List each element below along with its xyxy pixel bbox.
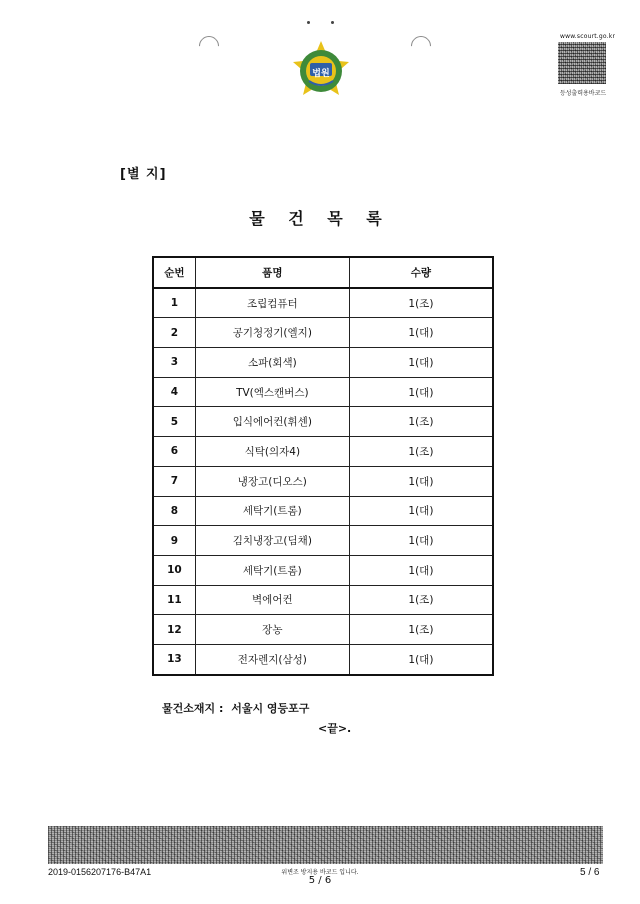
row-name: 세탁기(트롬) [195, 555, 349, 585]
property-location [162, 700, 313, 716]
location-label: 물건소재지 : [162, 702, 224, 715]
row-qty: 1(대) [349, 496, 493, 526]
table-row [153, 644, 493, 674]
qr-url-text: www.scourt.go.kr [560, 33, 616, 40]
row-no: 7 [153, 466, 195, 496]
row-no: 11 [153, 585, 195, 615]
row-qty: 1(조) [349, 437, 493, 467]
court-seal-logo [290, 40, 352, 102]
row-no: 6 [153, 437, 195, 467]
row-name: 장농 [195, 615, 349, 645]
row-name: 전자렌지(삼성) [195, 644, 349, 674]
row-no: 9 [153, 526, 195, 556]
location-value: 서울시 영등포구 [231, 702, 310, 715]
document-number: 2019-0156207176-B47A1 [48, 867, 152, 877]
table-row [153, 466, 493, 496]
row-qty: 1(대) [349, 377, 493, 407]
document-title: 물 건 목 록 [249, 209, 391, 228]
table-header-row [153, 257, 493, 288]
page-number-right: 5 / 6 [580, 867, 600, 878]
row-qty: 1(대) [349, 318, 493, 348]
row-qty: 1(대) [349, 555, 493, 585]
svg-text:법원: 법원 [312, 69, 330, 79]
row-qty: 1(대) [349, 348, 493, 378]
row-no: 12 [153, 615, 195, 645]
row-no: 1 [153, 288, 195, 318]
row-qty: 1(대) [349, 466, 493, 496]
table-row [153, 496, 493, 526]
row-name: 식탁(의자4) [195, 437, 349, 467]
table-row [153, 585, 493, 615]
anti-forgery-barcode-strip [48, 826, 603, 864]
row-no: 4 [153, 377, 195, 407]
row-qty: 1(조) [349, 585, 493, 615]
table-row [153, 288, 493, 318]
row-name: 세탁기(트롬) [195, 496, 349, 526]
table-row [153, 555, 493, 585]
scan-dot [307, 21, 310, 24]
row-no: 8 [153, 496, 195, 526]
table-row [153, 377, 493, 407]
items-table [152, 256, 494, 676]
row-name: 소파(회색) [195, 348, 349, 378]
punch-hole-left [195, 32, 223, 60]
row-qty: 1(대) [349, 644, 493, 674]
row-name: 입식에어컨(휘센) [195, 407, 349, 437]
table-row [153, 348, 493, 378]
header-no: 순번 [153, 257, 195, 288]
table-row [153, 437, 493, 467]
row-qty: 1(대) [349, 526, 493, 556]
barcode-note: 위변조 방지용 바코드 입니다. [281, 869, 359, 876]
row-no: 2 [153, 318, 195, 348]
row-name: 공기청정기(엘지) [195, 318, 349, 348]
table-row [153, 407, 493, 437]
row-qty: 1(조) [349, 288, 493, 318]
row-qty: 1(조) [349, 407, 493, 437]
end-mark: <끝>. [318, 722, 352, 735]
row-name: 김치냉장고(딤채) [195, 526, 349, 556]
table-row [153, 318, 493, 348]
header-qty: 수량 [349, 257, 493, 288]
row-no: 13 [153, 644, 195, 674]
row-name: 벽에어컨 [195, 585, 349, 615]
row-name: 조립컴퓨터 [195, 288, 349, 318]
qr-label-text: 등성출력용바코드 [559, 90, 607, 97]
punch-hole-right [407, 32, 435, 60]
qr-code-image [558, 42, 606, 84]
annex-label: [별 지] [120, 167, 167, 182]
table-row [153, 526, 493, 556]
scan-dot [331, 21, 334, 24]
row-qty: 1(조) [349, 615, 493, 645]
row-no: 5 [153, 407, 195, 437]
row-no: 10 [153, 555, 195, 585]
row-name: 냉장고(디오스) [195, 466, 349, 496]
row-name: TV(엑스캔버스) [195, 377, 349, 407]
header-name: 품명 [195, 257, 349, 288]
page-number-center: 5 / 6 [308, 875, 332, 886]
row-no: 3 [153, 348, 195, 378]
table-row [153, 615, 493, 645]
